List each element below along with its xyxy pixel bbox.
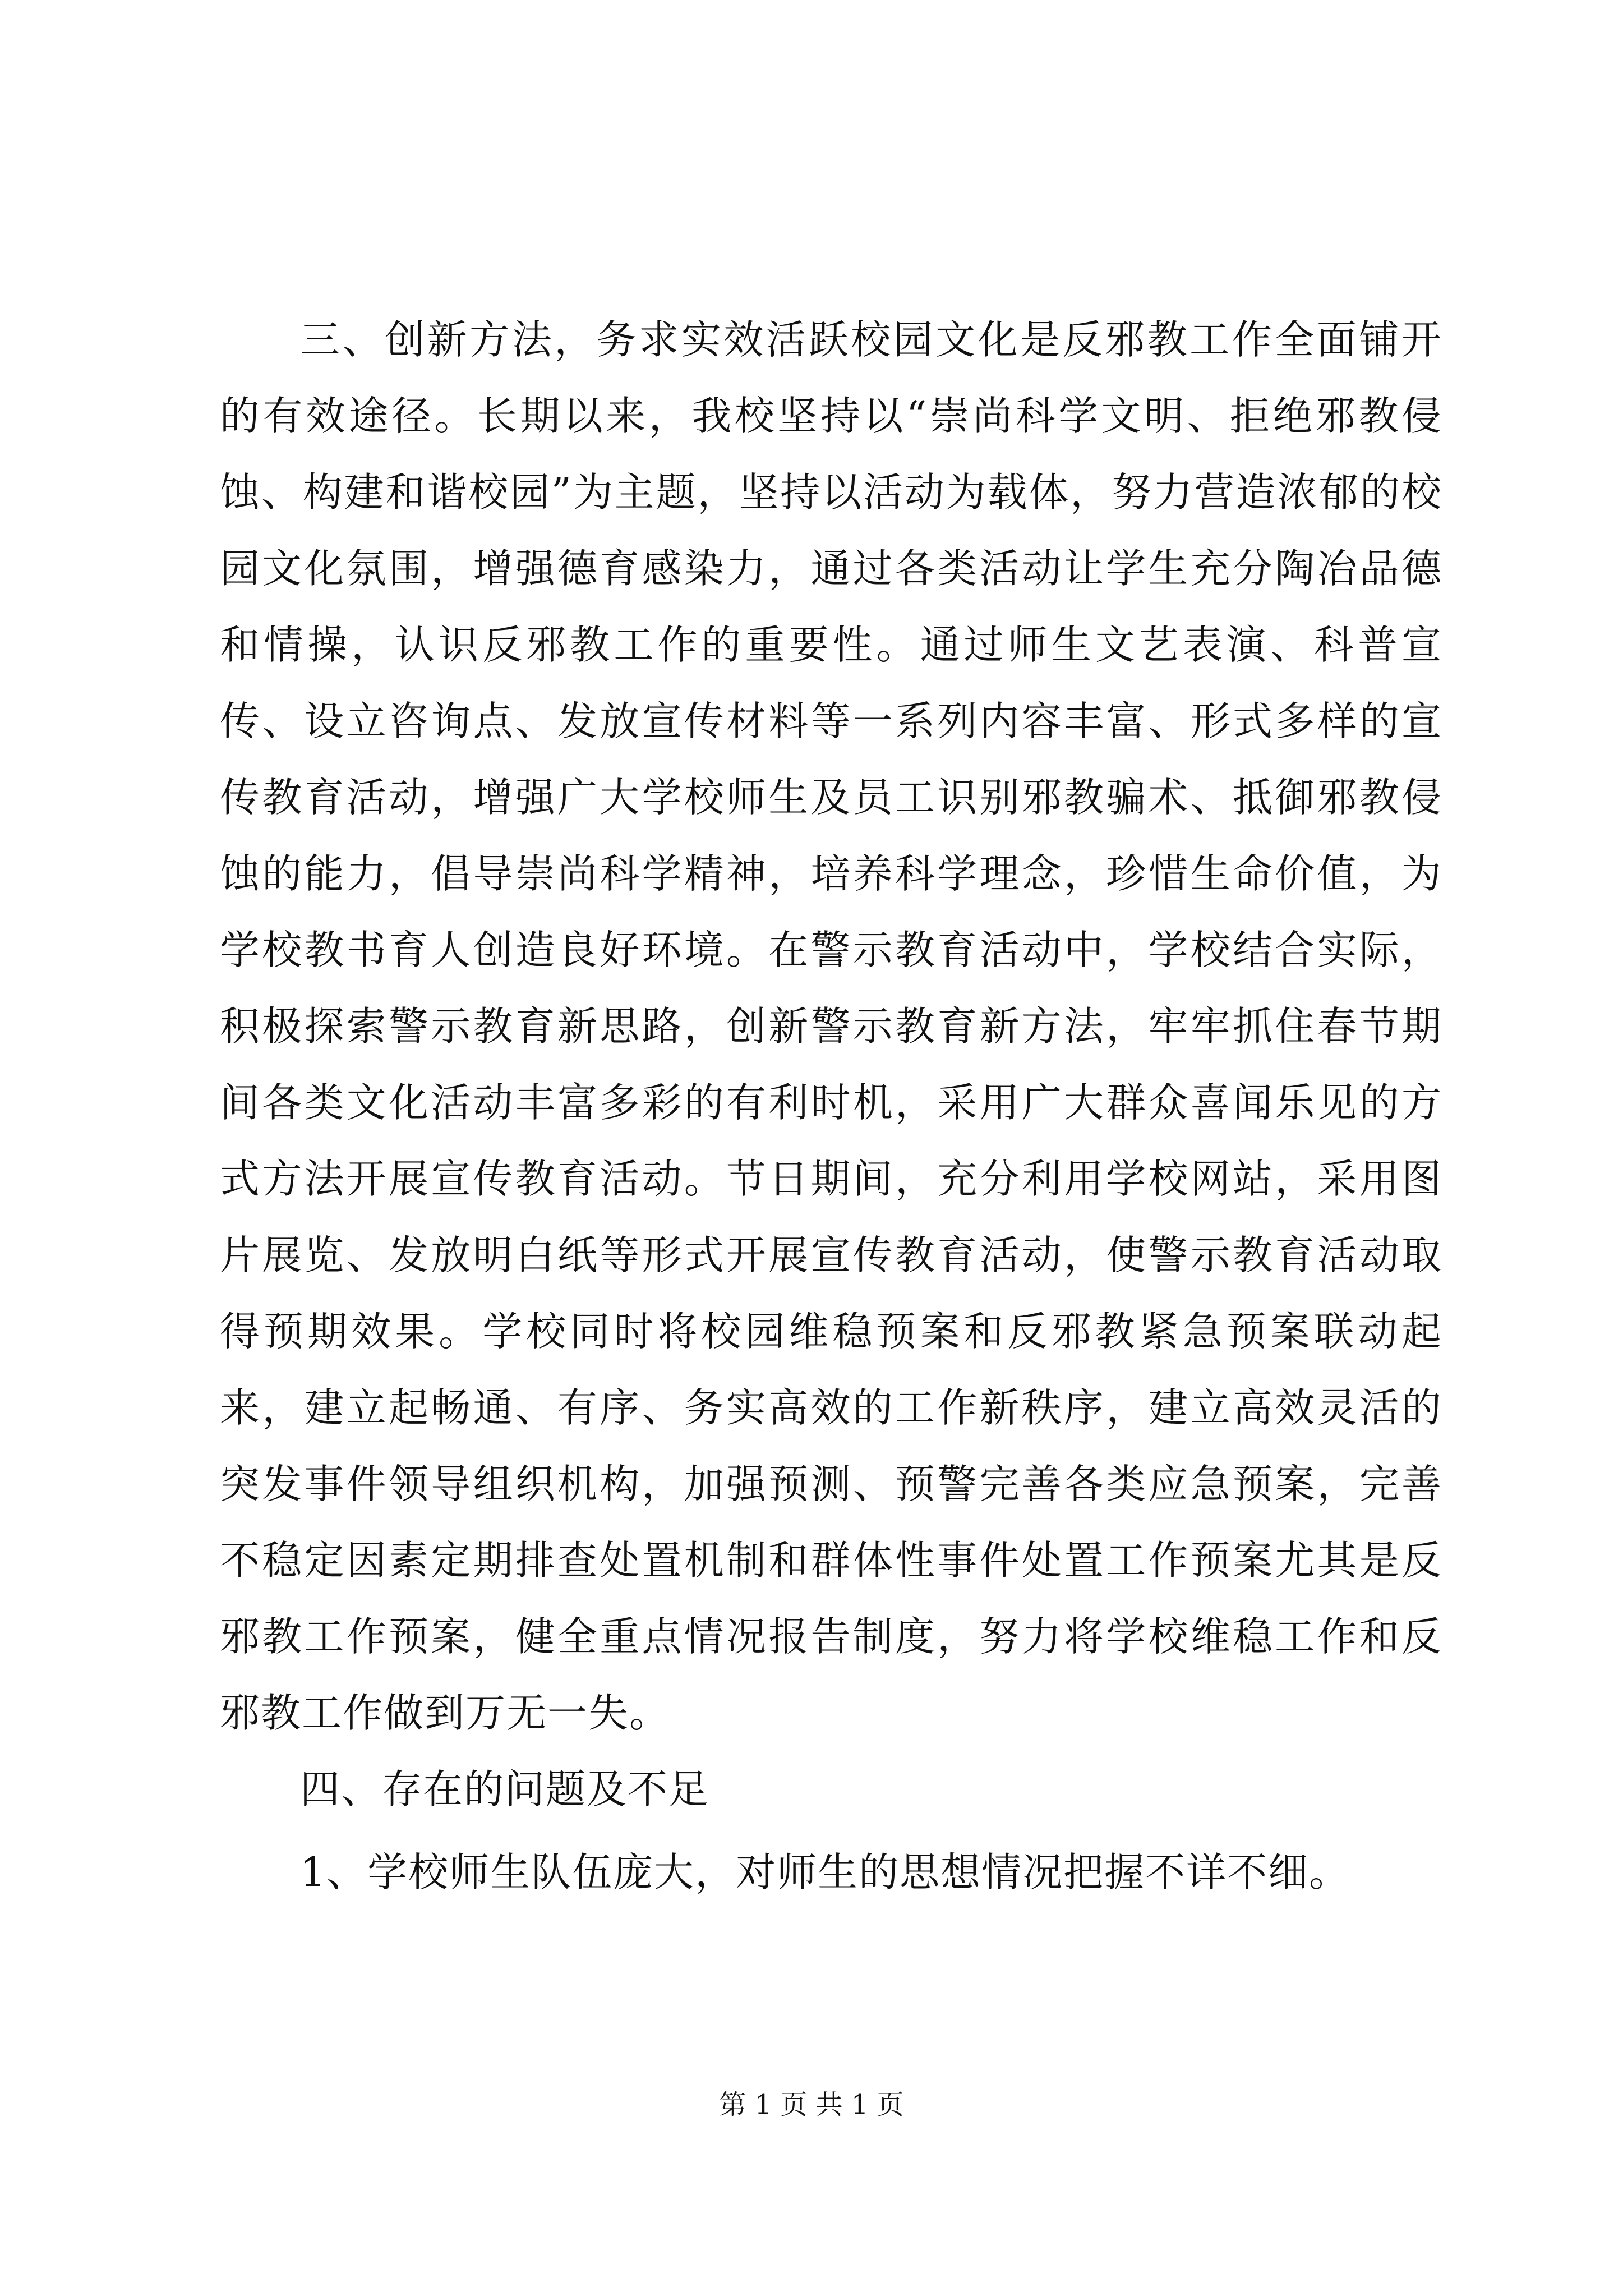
paragraph-innovation-methods: 三、创新方法，务求实效活跃校园文化是反邪教工作全面铺开的有效途径。长期以来，我校坚持以“崇尚科学文明、拒绝邪教侵蚀、构建和谐校园”为主题，坚持以活动为载体，努力营造浓郁的校园文化氛围，增强德育感染力，通过各类活动让学生充分陶冶品德和情操，认识反邪教工作的重要性。通过师生文艺表演、科普宣传、设立咨询点、发放宣传材料等一系列内容丰富、形式多样的宣传教育活动，增强广大学校师生及员工识别邪教骗术、抵御邪教侵蚀的能力，倡导崇尚科学精神，培养科学理念，珍惜生命价值，为学校教书育人创造良好环境。在警示教育活动中，学校结合实际，积极探索警示教育新思路，创新警示教育新方法，牢牢抓住春节期间各类文化活动丰富多彩的有利时机，采用广大群众喜闻乐见的方式方法开展宣传教育活动。节日期间，充分利用学校网站，采用图片展览、发放明白纸等形式开展宣传教育活动，使警示教育活动取得预期效果。学校同时将校园维稳预案和反邪教紧急预案联动起来，建立起畅通、有序、务实高效的工作新秩序，建立高效灵活的突发事件领导组织机构，加强预测、预警完善各类应急预案，完善不稳定因素定期排查处置机制和群体性事件处置工作预案尤其是反邪教工作预案，健全重点情况报告制度，努力将学校维稳工作和反邪教工作做到万无一失。 (220, 316, 1442, 1736)
problem-item-1: 1、学校师生队伍庞大，对师生的思想情况把握不详不细。 (300, 1849, 1350, 1895)
page-footer: 第 1 页 共 1 页 (719, 2089, 904, 2120)
section-heading-problems: 四、存在的问题及不足 (300, 1766, 710, 1812)
document-body (220, 302, 1442, 1911)
